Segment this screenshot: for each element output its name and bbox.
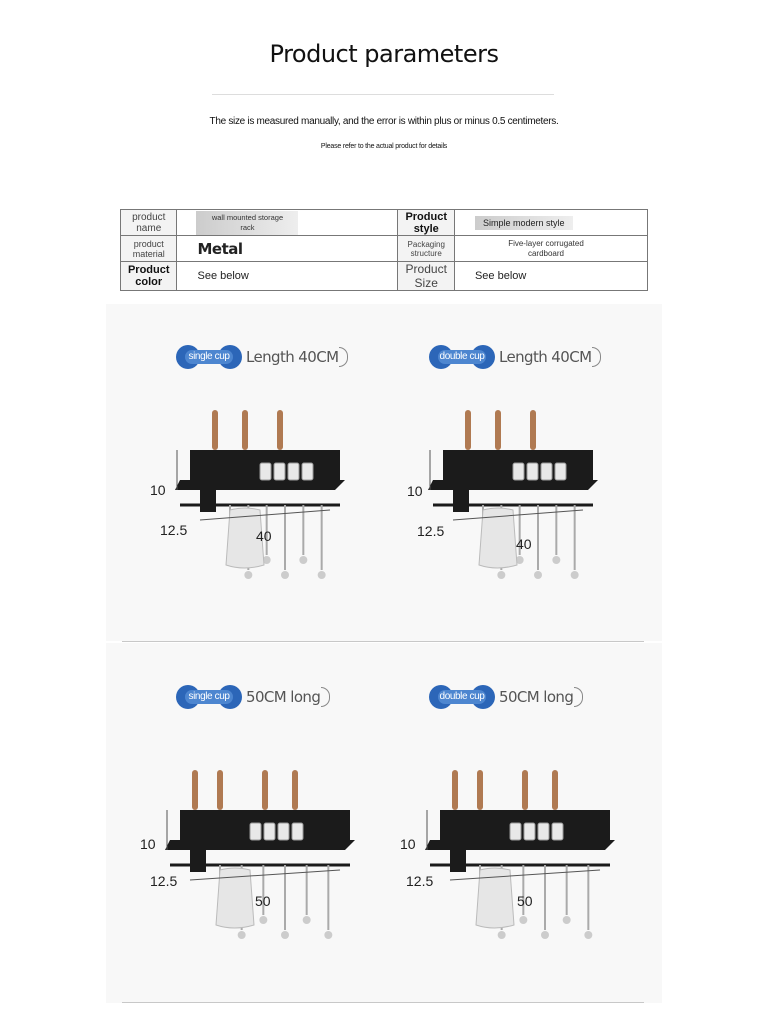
variant-badge	[176, 685, 330, 709]
length-label: Length 40CM	[246, 348, 339, 366]
height-dimension: 10	[407, 483, 423, 499]
table-row	[121, 262, 648, 291]
param-key: product material	[121, 236, 177, 262]
cup-badge: double cup	[429, 685, 495, 709]
width-dimension: 40	[256, 528, 272, 544]
length-label: 50CM long	[246, 688, 321, 706]
reference-note: Please refer to the actual product for details	[320, 143, 448, 150]
variant-double-50	[400, 685, 650, 985]
section-divider	[122, 1002, 644, 1003]
title-divider	[212, 94, 554, 95]
param-key: Packaging structure	[398, 236, 454, 262]
depth-dimension: 12.5	[406, 873, 434, 889]
param-value: Metal	[177, 236, 398, 262]
param-value: Five-layer corrugated cardboard	[454, 236, 647, 262]
kitchen-rack-icon	[150, 375, 400, 635]
variant-single-50	[140, 685, 390, 985]
kitchen-rack-icon	[400, 715, 660, 985]
width-dimension: 40	[516, 536, 532, 552]
height-dimension: 10	[140, 836, 156, 852]
variant-badge	[429, 345, 601, 369]
depth-dimension: 12.5	[150, 873, 178, 889]
param-key: Product color	[121, 262, 177, 291]
length-label: Length 40CM	[499, 348, 592, 366]
kitchen-rack-icon	[140, 715, 400, 985]
width-dimension: 50	[517, 893, 533, 909]
param-key: Product Size	[398, 262, 454, 291]
depth-dimension: 12.5	[160, 522, 188, 538]
param-value-text: Simple modern style	[475, 216, 573, 230]
decor-arc	[574, 687, 583, 707]
decor-arc	[592, 347, 601, 367]
page-title: Product parameters	[269, 40, 499, 68]
decor-arc	[321, 687, 330, 707]
measurement-note: The size is measured manually, and the error is within plus or minus 0.5 centimeters.	[209, 116, 559, 127]
cup-badge: double cup	[429, 345, 495, 369]
param-value: See below	[177, 262, 398, 291]
decor-arc	[339, 347, 348, 367]
param-key: product name	[121, 210, 177, 236]
width-dimension: 50	[255, 893, 271, 909]
depth-dimension: 12.5	[417, 523, 445, 539]
param-value	[177, 210, 398, 236]
kitchen-rack-icon	[403, 375, 653, 635]
variant-double-40	[403, 345, 653, 645]
param-value	[454, 210, 647, 236]
height-dimension: 10	[400, 836, 416, 852]
length-label: 50CM long	[499, 688, 574, 706]
param-value: See below	[454, 262, 647, 291]
cup-badge: single cup	[176, 685, 242, 709]
cup-badge: single cup	[176, 345, 242, 369]
param-key: Product style	[398, 210, 454, 236]
param-value-text: wall mounted storage rack	[196, 211, 298, 235]
parameter-table	[120, 209, 648, 291]
table-row	[121, 210, 648, 236]
height-dimension: 10	[150, 482, 166, 498]
variant-badge	[429, 685, 583, 709]
variant-single-40	[150, 345, 400, 645]
table-row	[121, 236, 648, 262]
variant-badge	[176, 345, 348, 369]
